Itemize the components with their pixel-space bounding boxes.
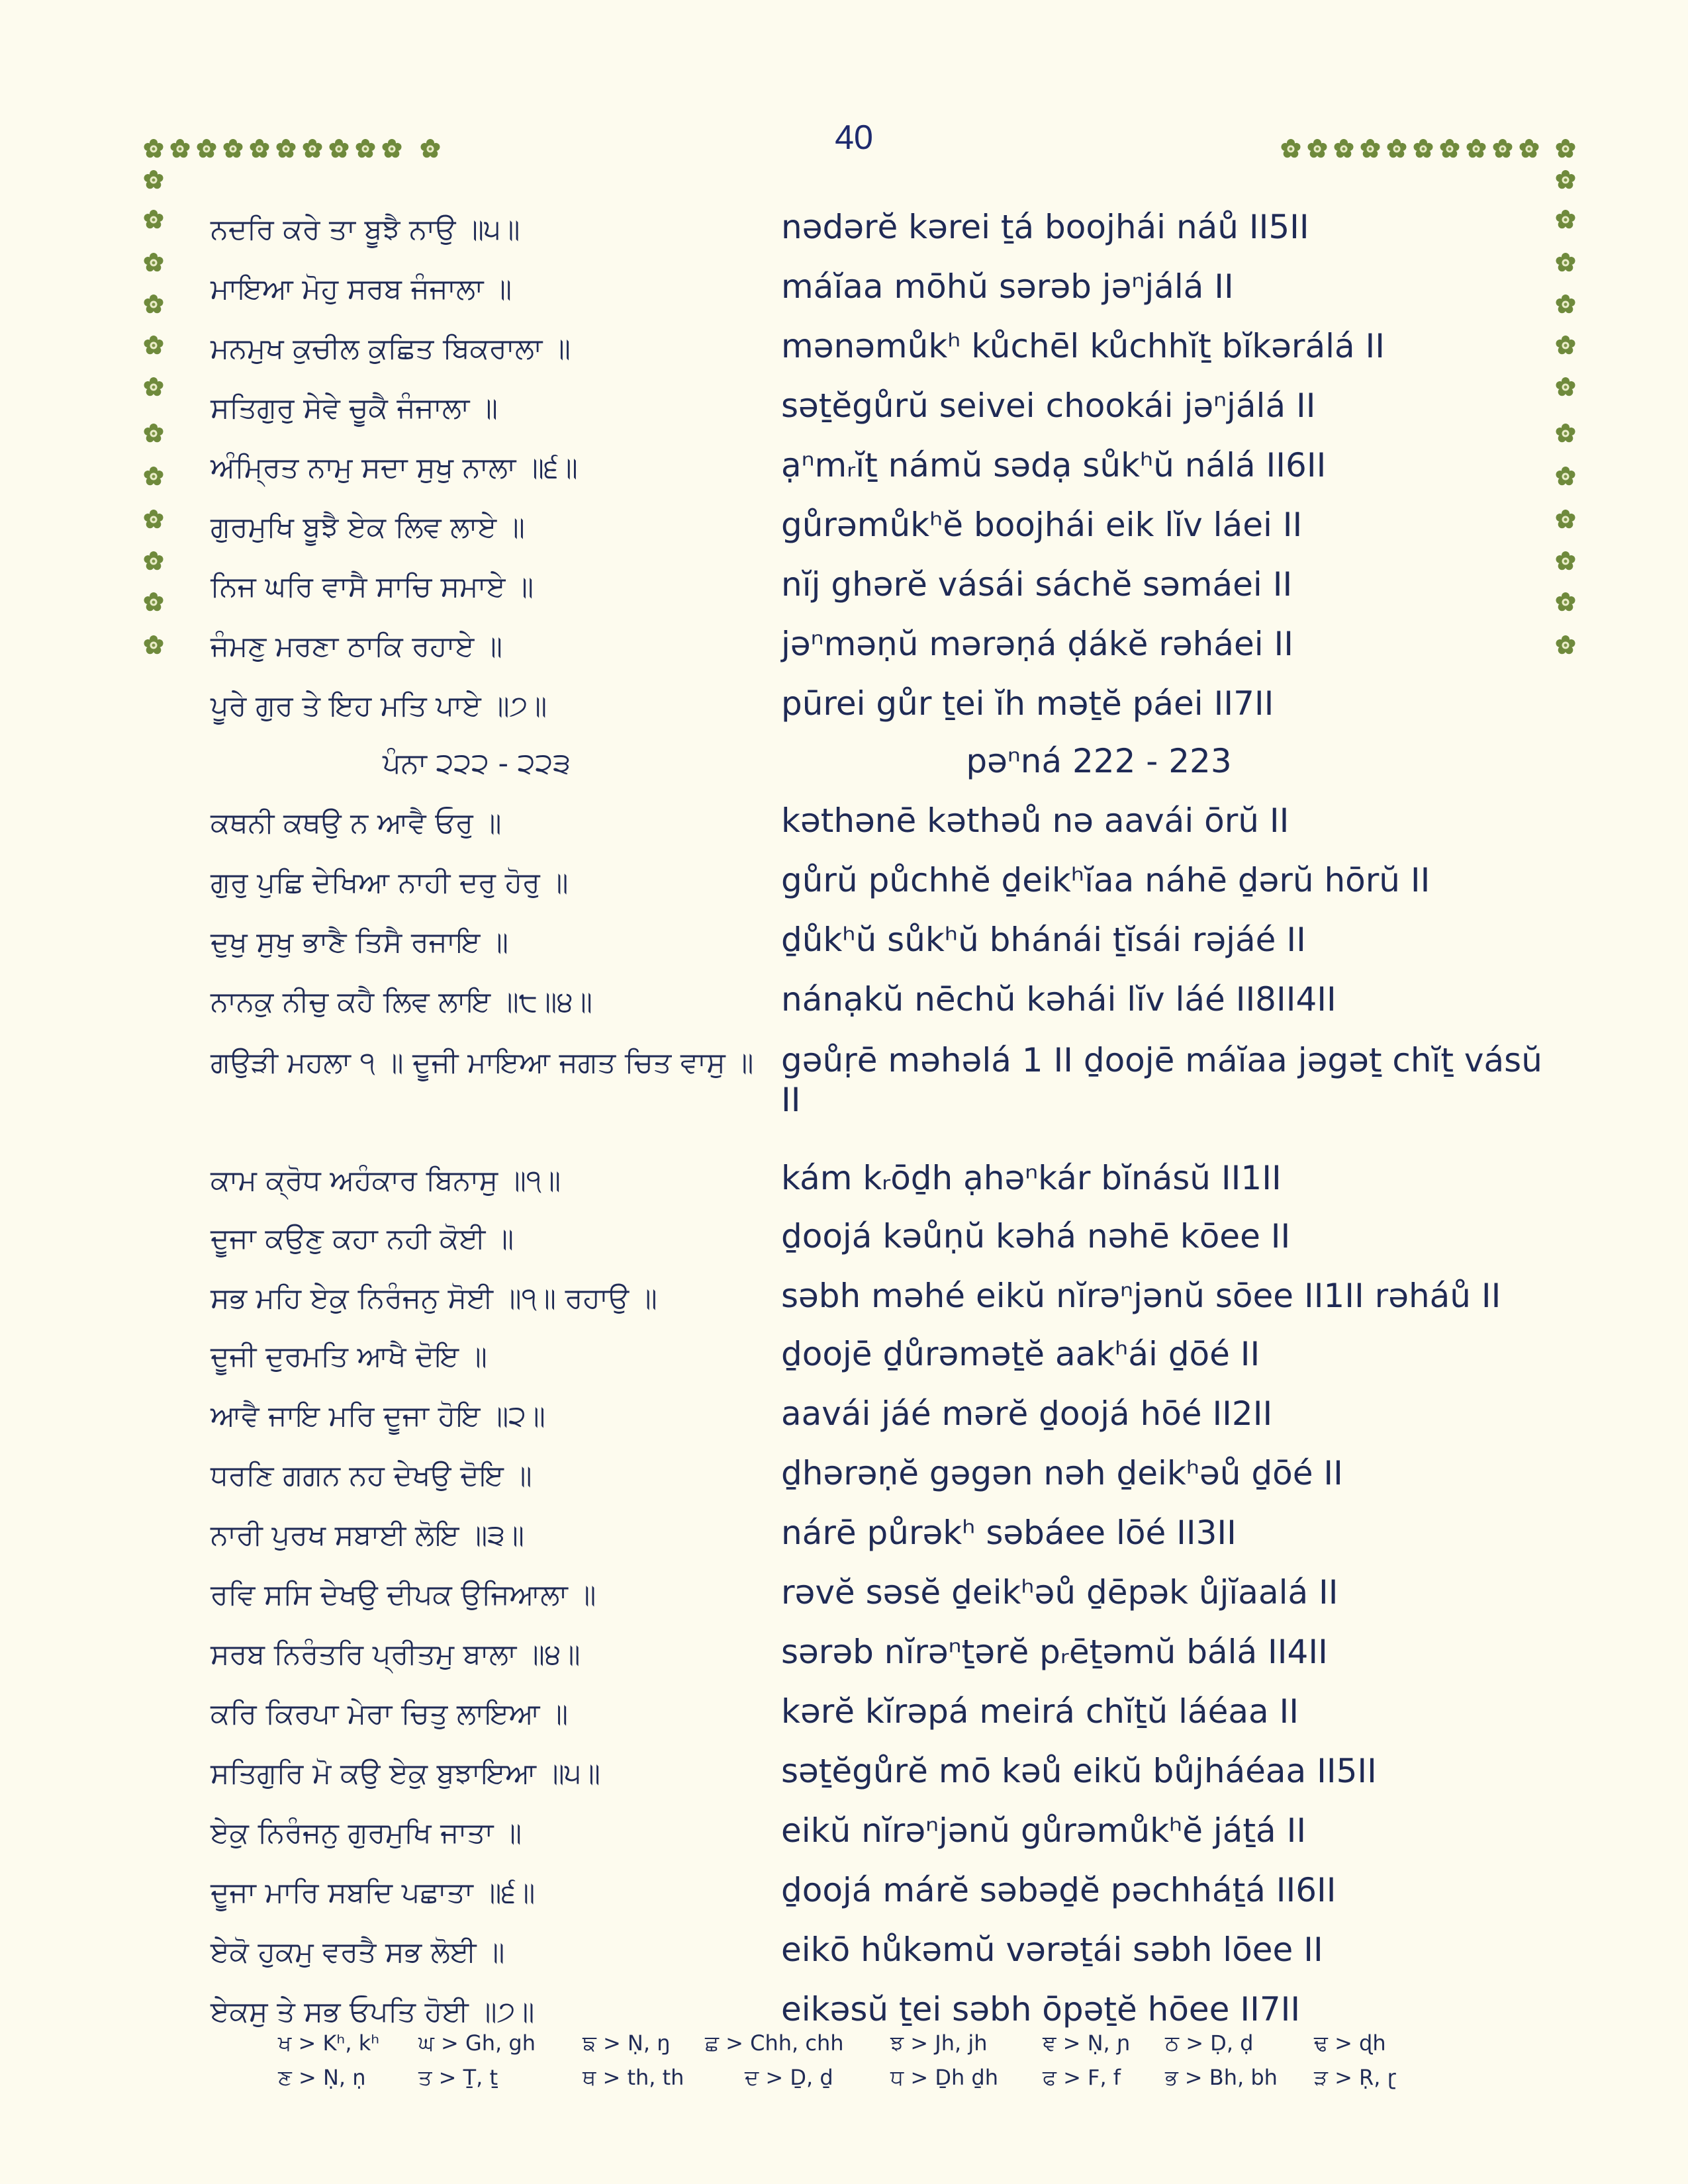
gurmukhi-line: ਕਾਮ ਕ੍ਰੋਧ ਅਹੰਕਾਰ ਬਿਨਾਸੁ ॥੧॥ <box>211 1164 561 1197</box>
transliteration-line: jəⁿməṇŭ mərəṇá ḍákĕ rəháei II <box>781 625 1293 663</box>
verse-row <box>0 1930 1688 1989</box>
transliteration-line: gəůṛē məhəlá 1 II ḏoojē máĭaa jəgəṯ chĭṯ vásŭ II <box>781 1041 1553 1119</box>
legend-item: ਞ > Ṇ, ɲ <box>1043 2030 1131 2056</box>
gurmukhi-line: ਜੰਮਣੁ ਮਰਣਾ ਠਾਕਿ ਰਹਾਏ ॥ <box>211 630 502 663</box>
verse-row <box>0 1513 1688 1572</box>
verse-row <box>0 386 1688 445</box>
verse-row <box>0 505 1688 565</box>
legend-item: ਭ > Bh, bh <box>1165 2065 1278 2090</box>
verse-row <box>0 1216 1688 1276</box>
legend-item: ਣ > Ṇ, ṇ <box>278 2065 366 2090</box>
transliteration-line: nárē půrəkʰ səbáee lōé II3II <box>781 1514 1237 1552</box>
verse-row <box>0 207 1688 267</box>
gurmukhi-line: ਕਥਨੀ ਕਥਉ ਨ ਆਵੈ ਓਰੁ ॥ <box>211 807 502 840</box>
gurmukhi-line: ਦੂਜੀ ਦੁਰਮਤਿ ਆਖੈ ਦੋਇ ॥ <box>211 1340 487 1373</box>
gurmukhi-line: ਨਾਰੀ ਪੁਰਖ ਸਬਾਈ ਲੋਇ ॥੩॥ <box>211 1519 524 1552</box>
gurmukhi-line: ਧਰਣਿ ਗਗਨ ਨਹ ਦੇਖਉ ਦੋਇ ॥ <box>211 1459 532 1492</box>
verse-row <box>0 1453 1688 1513</box>
legend-item: ਫ > F, f <box>1043 2065 1121 2090</box>
transliteration-line: ḏoojá márĕ səbəḏĕ pəchháṯá II6II <box>781 1871 1336 1909</box>
verse-row <box>0 267 1688 326</box>
gurmukhi-line: ਰਵਿ ਸਸਿ ਦੇਖਉ ਦੀਪਕ ਉਜਿਆਲਾ ॥ <box>211 1578 596 1612</box>
gurmukhi-line: ਗਉੜੀ ਮਹਲਾ ੧ ॥ ਦੂਜੀ ਮਾਇਆ ਜਗਤ ਚਿਤ ਵਾਸੁ ॥ <box>211 1046 754 1079</box>
verse-row <box>0 1158 1688 1218</box>
verse-row <box>0 1811 1688 1870</box>
transliteration-line: máĭaa mōhŭ sərəb jəⁿjálá II <box>781 267 1234 306</box>
gurmukhi-line: ਆਵੈ ਜਾਇ ਮਰਿ ਦੂਜਾ ਹੋਇ ॥੨॥ <box>211 1400 545 1433</box>
legend-item: ਢ > ɖh <box>1314 2030 1386 2056</box>
verse-row <box>0 684 1688 743</box>
legend-item: ੜ > Ṛ, ɽ <box>1314 2065 1396 2090</box>
transliteration-line: eikō hůkəmŭ vərəṯái səbh lōee II <box>781 1931 1323 1969</box>
verse-row <box>0 326 1688 386</box>
gurmukhi-line: ਗੁਰਮੁਖਿ ਬੂਝੈ ਏਕ ਲਿਵ ਲਾਏ ॥ <box>211 511 525 544</box>
flower-top-right <box>1282 139 1575 158</box>
transliteration-line: pūrei gůr ṯei ĭh məṯĕ páei II7II <box>781 684 1274 723</box>
verse-row <box>0 1394 1688 1453</box>
verse-row <box>0 1040 1688 1119</box>
gurmukhi-line: ਕਰਿ ਕਿਰਪਾ ਮੇਰਾ ਚਿਤੁ ਲਾਇਆ ॥ <box>211 1698 569 1731</box>
gurmukhi-line: ਨਾਨਕੁ ਨੀਚੁ ਕਹੈ ਲਿਵ ਲਾਇ ॥੮॥੪॥ <box>211 985 592 1019</box>
transliteration-line: pəⁿná 222 - 223 <box>966 742 1232 780</box>
transliteration-line: ạⁿmᵣĭṯ námŭ sədạ sůkʰŭ nálá II6II <box>781 446 1327 484</box>
legend-item: ਛ > Chh, chh <box>705 2030 844 2056</box>
verse-row <box>0 565 1688 624</box>
gurmukhi-line: ਅੰਮ੍ਰਿਤ ਨਾਮੁ ਸਦਾ ਸੁਖੁ ਨਾਲਾ ॥੬॥ <box>211 451 578 484</box>
legend-item: ਘ > Gh, gh <box>418 2030 536 2056</box>
verse-row <box>0 1276 1688 1336</box>
transliteration-line: ḏhərəṇĕ gəgən nəh ḏeikʰəů ḏōé II <box>781 1454 1343 1492</box>
transliteration-line: nədərĕ kərei ṯá boojhái náů II5II <box>781 208 1309 246</box>
legend-item: ਠ > Ḍ, ḍ <box>1165 2030 1254 2056</box>
page-reference-row <box>0 741 1688 801</box>
transliteration-line: eikŭ nĭrəⁿjənŭ gůrəmůkʰĕ jáṯá II <box>781 1811 1307 1850</box>
transliteration-line: kərĕ kĭrəpá meirá chĭṯŭ láéaa II <box>781 1692 1299 1731</box>
verse-row <box>0 860 1688 920</box>
gurmukhi-line: ਸਤਿਗੁਰੁ ਸੇਵੇ ਚੂਕੈ ਜੰਜਾਲਾ ॥ <box>211 392 498 425</box>
verse-row <box>0 979 1688 1039</box>
gurmukhi-line: ਏਕਸੁ ਤੇ ਸਭ ਓਪਤਿ ਹੋਈ ॥੭॥ <box>211 1995 535 2028</box>
transliteration-line: nĭj ghərĕ vásái sáchĕ səmáei II <box>781 565 1293 604</box>
verse-row <box>0 1870 1688 1930</box>
gurmukhi-line: ਪੰਨਾ ੨੨੨ - ੨੨੩ <box>383 747 571 780</box>
verse-row <box>0 920 1688 979</box>
gurmukhi-line: ਦੁਖੁ ਸੁਖੁ ਭਾਣੈ ਤਿਸੈ ਰਜਾਇ ॥ <box>211 926 509 959</box>
gurmukhi-line: ਨਿਜ ਘਰਿ ਵਾਸੈ ਸਾਚਿ ਸਮਾਏ ॥ <box>211 570 534 604</box>
transliteration-line: gůrəmůkʰĕ boojhái eik lĭv láei II <box>781 506 1303 544</box>
gurmukhi-line: ਨਦਰਿ ਕਰੇ ਤਾ ਬੂਝੈ ਨਾਉ ॥੫॥ <box>211 213 520 246</box>
verse-row <box>0 1692 1688 1751</box>
verse-row <box>0 1751 1688 1811</box>
legend-item: ਖ > Kʰ, kʰ <box>278 2030 380 2056</box>
verse-row <box>0 1572 1688 1632</box>
gurmukhi-line: ਦੂਜਾ ਕਉਣੁ ਕਹਾ ਨਹੀ ਕੋਈ ॥ <box>211 1222 514 1255</box>
verse-row <box>0 624 1688 684</box>
legend-row <box>278 2065 1470 2099</box>
page-number: 40 <box>835 118 873 157</box>
legend-row <box>278 2030 1470 2065</box>
transliteration-line: eikəsŭ ṯei səbh ōpəṯĕ hōee II7II <box>781 1990 1301 2028</box>
gurmukhi-line: ਗੁਰੁ ਪੁਛਿ ਦੇਖਿਆ ਨਾਹੀ ਦਰੁ ਹੋਰੁ ॥ <box>211 866 569 899</box>
flower-top-left <box>144 139 440 158</box>
verse-row <box>0 1334 1688 1394</box>
transliteration-line: mənəmůkʰ kůchēl kůchhĭṯ bĭkərálá II <box>781 327 1385 365</box>
legend-item: ਥ > th, th <box>583 2065 684 2090</box>
transliteration-line: ḏůkʰŭ sůkʰŭ bhánái ṯĭsái rəjáé II <box>781 921 1306 959</box>
gurmukhi-line: ਦੂਜਾ ਮਾਰਿ ਸਬਦਿ ਪਛਾਤਾ ॥੬॥ <box>211 1876 536 1909</box>
gurmukhi-line: ਸਭ ਮਹਿ ਏਕੁ ਨਿਰੰਜਨੁ ਸੋਈ ॥੧॥ ਰਹਾਉ ॥ <box>211 1282 657 1315</box>
transliteration-legend <box>278 2030 1470 2099</box>
verse-row <box>0 445 1688 505</box>
transliteration-line: səṯĕgůrŭ seivei chookái jəⁿjálá II <box>781 387 1316 425</box>
legend-item: ਤ > Ṯ, ṯ <box>418 2065 498 2090</box>
transliteration-line: kəthənē kəthəů nə aavái ōrŭ II <box>781 801 1289 840</box>
transliteration-line: səṯĕgůrĕ mō kəů eikŭ bůjháéaa II5II <box>781 1752 1377 1790</box>
gurmukhi-line: ਏਕੁ ਨਿਰੰਜਨੁ ਗੁਰਮੁਖਿ ਜਾਤਾ ॥ <box>211 1817 522 1850</box>
transliteration-line: kám kᵣōḏh ạhəⁿkár bĭnásŭ II1II <box>781 1159 1282 1197</box>
legend-item: ਧ > Ḏh ḏh <box>890 2065 999 2090</box>
transliteration-line: ḏoojē ḏůrəməṯĕ aakʰái ḏōé II <box>781 1335 1260 1373</box>
gurmukhi-line: ਸਰਬ ਨਿਰੰਤਰਿ ਪ੍ਰੀਤਮੁ ਬਾਲਾ ॥੪॥ <box>211 1638 581 1671</box>
gurmukhi-line: ਸਤਿਗੁਰਿ ਮੋ ਕਉ ਏਕੁ ਬੁਝਾਇਆ ॥੫॥ <box>211 1757 601 1790</box>
transliteration-line: nánạkŭ nēchŭ kəhái lĭv láé II8II4II <box>781 980 1336 1019</box>
gurmukhi-line: ਮਾਇਆ ਮੋਹੁ ਸਰਬ ਜੰਜਾਲਾ ॥ <box>211 273 512 306</box>
verse-row <box>0 801 1688 860</box>
transliteration-line: rəvĕ səsĕ ḏeikʰəů ḏēpək ůjĭaalá II <box>781 1573 1338 1612</box>
gurmukhi-line: ਮਨਮੁਖ ਕੁਚੀਲ ਕੁਛਿਤ ਬਿਕਰਾਲਾ ॥ <box>211 332 571 365</box>
transliteration-line: sərəb nĭrəⁿṯərĕ pᵣēṯəmŭ bálá II4II <box>781 1633 1328 1671</box>
gurmukhi-line: ਏਕੋ ਹੁਕਮੁ ਵਰਤੈ ਸਭ ਲੋਈ ॥ <box>211 1936 505 1969</box>
legend-item: ਝ > Jh, jh <box>890 2030 988 2056</box>
transliteration-line: gůrŭ půchhĕ ḏeikʰĭaa náhē ḏərŭ hōrŭ II <box>781 861 1430 899</box>
transliteration-line: aavái jáé mərĕ ḏoojá hōé II2II <box>781 1394 1273 1433</box>
legend-item: ਦ > Ḏ, ḏ <box>745 2065 833 2090</box>
transliteration-line: ḏoojá kəůṇŭ kəhá nəhē kōee II <box>781 1217 1291 1255</box>
verse-row <box>0 1632 1688 1692</box>
gurmukhi-line: ਪੂਰੇ ਗੁਰ ਤੇ ਇਹ ਮਤਿ ਪਾਏ ॥੭॥ <box>211 690 547 723</box>
transliteration-line: səbh məhé eikŭ nĭrəⁿjənŭ sōee II1II rəháů II <box>781 1277 1501 1315</box>
legend-item: ਙ > Ṇ, ŋ <box>583 2030 671 2056</box>
